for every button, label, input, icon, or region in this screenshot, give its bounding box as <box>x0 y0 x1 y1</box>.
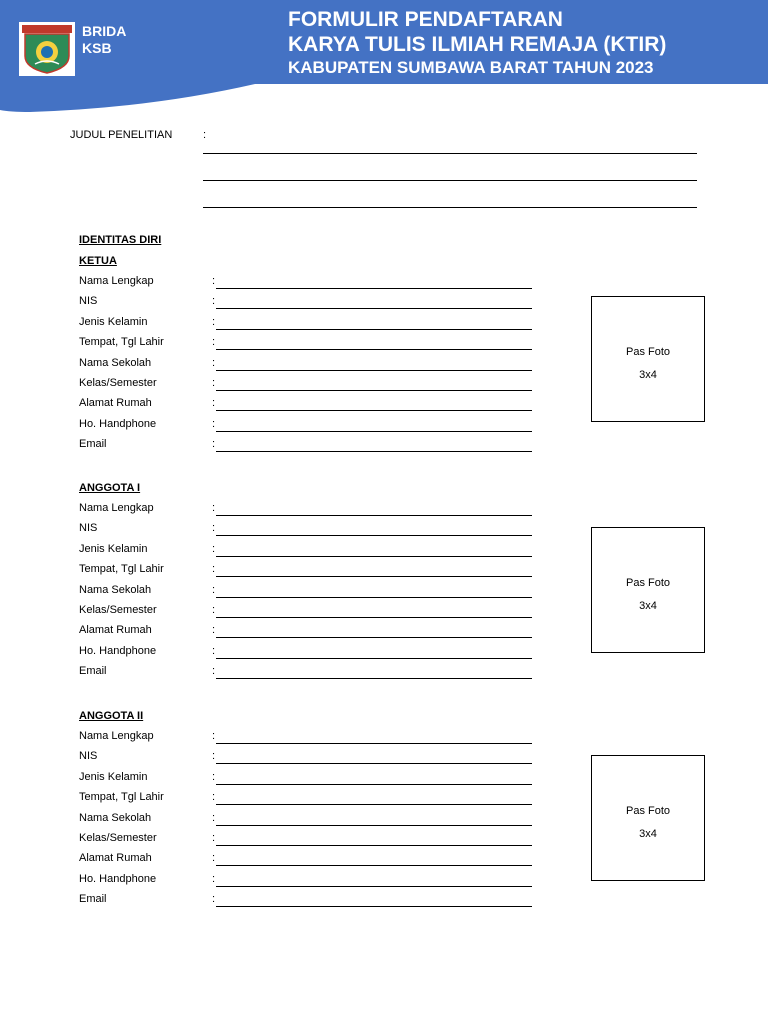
field-label-alamat-rumah: Alamat Rumah <box>79 397 152 410</box>
field-input-jenis-kelamin[interactable] <box>216 329 532 330</box>
field-colon: : <box>212 438 216 451</box>
field-input-ho-handphone[interactable] <box>216 658 532 659</box>
photo-box[interactable] <box>591 755 705 881</box>
field-colon: : <box>212 750 216 763</box>
field-input-email[interactable] <box>216 906 532 907</box>
field-input-nis[interactable] <box>216 763 532 764</box>
field-colon: : <box>212 893 216 906</box>
field-label-kelas-semester: Kelas/Semester <box>79 377 157 389</box>
field-label-nama-sekolah: Nama Sekolah <box>79 583 152 596</box>
field-input-tempat-tgl-lahir[interactable] <box>216 576 532 577</box>
field-label-nis: NIS <box>79 750 98 763</box>
field-label-kelas-semester: Kelas/Semester <box>79 604 157 616</box>
photo-box[interactable] <box>591 296 705 422</box>
field-label-nama-lengkap: Nama Lengkap <box>79 275 154 287</box>
photo-size: 3x4 <box>639 828 657 840</box>
field-input-ho-handphone[interactable] <box>216 886 532 887</box>
field-colon: : <box>212 377 216 389</box>
field-input-nama-lengkap[interactable] <box>216 288 532 289</box>
section-heading: KETUA <box>79 255 117 267</box>
field-colon: : <box>212 770 216 783</box>
brand-line-1: BRIDA <box>82 23 127 39</box>
field-input-kelas-semester[interactable] <box>216 390 532 391</box>
photo-box[interactable] <box>591 527 705 653</box>
field-label-jenis-kelamin: Jenis Kelamin <box>79 315 148 328</box>
field-colon: : <box>212 832 216 844</box>
field-label-ho-handphone: Ho. Handphone <box>79 872 157 885</box>
field-colon: : <box>212 665 216 678</box>
judul-label: JUDUL PENELITIAN <box>70 129 173 141</box>
field-colon: : <box>212 604 216 616</box>
field-label-ho-handphone: Ho. Handphone <box>79 417 157 430</box>
identitas-heading: IDENTITAS DIRI <box>79 234 162 246</box>
field-colon: : <box>212 356 216 369</box>
field-input-alamat-rumah[interactable] <box>216 865 532 866</box>
photo-label: Pas Foto <box>625 805 671 817</box>
field-input-email[interactable] <box>216 451 532 452</box>
form-subtitle: KARYA TULIS ILMIAH REMAJA (KTIR) <box>288 33 667 56</box>
section-heading: ANGGOTA I <box>79 482 141 494</box>
field-label-email: Email <box>79 893 107 906</box>
field-input-nis[interactable] <box>216 535 532 536</box>
field-input-nama-sekolah[interactable] <box>216 597 532 598</box>
sumbawa-barat-emblem-icon <box>19 22 75 76</box>
field-colon: : <box>212 563 216 576</box>
field-label-jenis-kelamin: Jenis Kelamin <box>79 542 148 555</box>
section-heading: ANGGOTA II <box>79 710 144 722</box>
field-colon: : <box>212 624 216 637</box>
field-colon: : <box>212 811 216 824</box>
field-label-nis: NIS <box>79 522 98 535</box>
judul-line-3[interactable] <box>203 207 697 208</box>
form-region-year: KABUPATEN SUMBAWA BARAT TAHUN 2023 <box>288 58 654 77</box>
judul-line-2[interactable] <box>203 180 697 181</box>
field-colon: : <box>212 502 216 514</box>
field-label-nama-lengkap: Nama Lengkap <box>79 502 154 514</box>
brand-line-2: KSB <box>82 40 112 56</box>
field-colon: : <box>212 644 216 657</box>
field-colon: : <box>212 336 216 349</box>
field-label-ho-handphone: Ho. Handphone <box>79 644 157 657</box>
field-colon: : <box>212 315 216 328</box>
field-input-kelas-semester[interactable] <box>216 845 532 846</box>
field-input-tempat-tgl-lahir[interactable] <box>216 804 532 805</box>
field-colon: : <box>212 417 216 430</box>
field-input-tempat-tgl-lahir[interactable] <box>216 349 532 350</box>
field-label-alamat-rumah: Alamat Rumah <box>79 852 152 865</box>
field-label-nama-lengkap: Nama Lengkap <box>79 730 154 742</box>
field-label-email: Email <box>79 665 107 678</box>
field-colon: : <box>212 295 216 308</box>
field-input-email[interactable] <box>216 678 532 679</box>
field-colon: : <box>212 522 216 535</box>
field-input-alamat-rumah[interactable] <box>216 637 532 638</box>
field-input-nama-lengkap[interactable] <box>216 515 532 516</box>
field-input-nama-sekolah[interactable] <box>216 370 532 371</box>
photo-size: 3x4 <box>639 369 657 381</box>
field-colon: : <box>212 542 216 555</box>
judul-line-1[interactable] <box>203 153 697 154</box>
field-input-alamat-rumah[interactable] <box>216 410 532 411</box>
field-label-tempat-tgl-lahir: Tempat, Tgl Lahir <box>79 336 164 349</box>
field-label-kelas-semester: Kelas/Semester <box>79 832 157 844</box>
field-input-nis[interactable] <box>216 308 532 309</box>
field-label-tempat-tgl-lahir: Tempat, Tgl Lahir <box>79 791 164 804</box>
judul-colon: : <box>203 129 207 141</box>
field-colon: : <box>212 275 216 287</box>
field-label-jenis-kelamin: Jenis Kelamin <box>79 770 148 783</box>
field-input-jenis-kelamin[interactable] <box>216 784 532 785</box>
field-label-tempat-tgl-lahir: Tempat, Tgl Lahir <box>79 563 164 576</box>
field-label-nama-sekolah: Nama Sekolah <box>79 356 152 369</box>
field-label-email: Email <box>79 438 107 451</box>
photo-label: Pas Foto <box>625 577 671 589</box>
field-colon: : <box>212 852 216 865</box>
field-label-nama-sekolah: Nama Sekolah <box>79 811 152 824</box>
field-colon: : <box>212 872 216 885</box>
field-label-nis: NIS <box>79 295 98 308</box>
brida-logo <box>19 22 75 76</box>
field-colon: : <box>212 730 216 742</box>
field-colon: : <box>212 397 216 410</box>
photo-size: 3x4 <box>639 600 657 612</box>
photo-label: Pas Foto <box>625 346 671 358</box>
field-input-kelas-semester[interactable] <box>216 617 532 618</box>
field-input-ho-handphone[interactable] <box>216 431 532 432</box>
form-title: FORMULIR PENDAFTARAN <box>288 8 563 31</box>
field-colon: : <box>212 583 216 596</box>
field-label-alamat-rumah: Alamat Rumah <box>79 624 152 637</box>
field-colon: : <box>212 791 216 804</box>
field-input-nama-lengkap[interactable] <box>216 743 532 744</box>
field-input-jenis-kelamin[interactable] <box>216 556 532 557</box>
field-input-nama-sekolah[interactable] <box>216 825 532 826</box>
